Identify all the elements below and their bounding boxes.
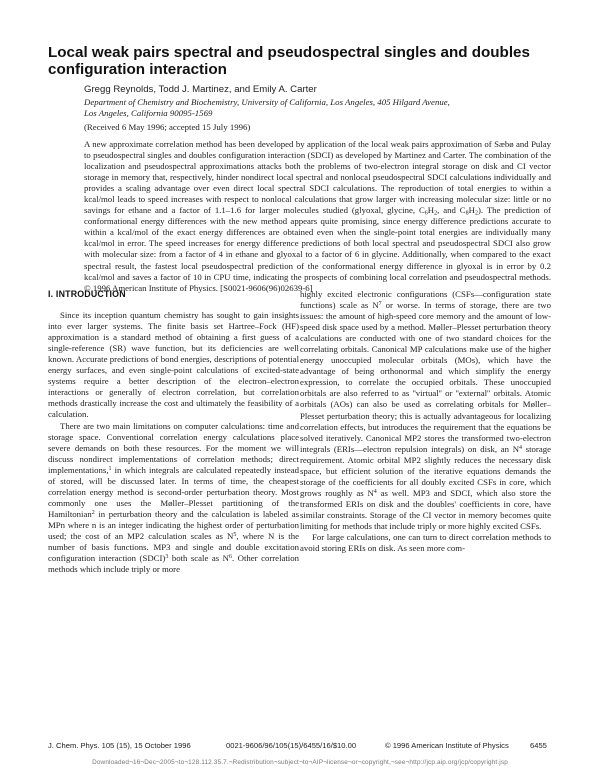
author-affiliation: [84, 97, 544, 119]
exponent-6: 6: [228, 554, 232, 561]
abstract-text-5: ). The prediction of conformational energy differences with the new method appears quite promising, since energy difference predictions accurate to within a kcal/mol of the exact energy differences are obtained even when the single-point total energies are individually many kcal/mol in error. The speed increases for energy difference predictions of both local spectral and pseudospectral SDCI also grow with molecular size: from a factor of 4 in ethane and glyoxal to a factor of 6 in glycine. Additionally, when compared to the exact spectral result, the fastest local pseudospectral prediction of the conformational energy difference in glyoxal is in error by 0.2 kcal/mol and saves a factor of 10 in CPU time, indicating the prospects of combining local correlation and pseudospectral methods. © 1996 American Institute of Physics. [S0021-9606(96)02639-6]: [84, 205, 551, 293]
intro-p2-text-f: . Other correlation methods which include triply or more: [48, 553, 299, 575]
abstract-text-3: , and C: [437, 205, 466, 216]
footer-code: 0021-9606/96/105(15)/6455/16/$10.00: [226, 741, 357, 750]
abstract: [84, 139, 551, 294]
exponent-4b: 4: [373, 488, 377, 495]
footer-page-number: 6455: [530, 741, 547, 750]
footer-journal: J. Chem. Phys. 105 (15), 15 October 1996: [48, 741, 191, 750]
reference-2: 2: [91, 509, 95, 516]
intro-paragraph-4: For large calculations, one can turn to direct correlation methods to avoid storing ERIs on disk. As seen more com-: [300, 532, 551, 554]
exponent-5: 5: [233, 531, 237, 538]
affiliation-line-2: Los Angeles, California 90095-1569: [84, 108, 213, 118]
intro-p2-text-e: both scale as N: [168, 553, 229, 564]
intro-p2-text-c: in perturbation theory and the calculation is labeled as MPn where n is an integer indicating the highest order of perturbation used; the cost of an MP2 calculation scales as N: [48, 508, 299, 541]
abstract-text-2: H: [427, 205, 435, 216]
intro-paragraph-1: Since its inception quantum chemistry has sought to gain insights into ever larger systems. The finite basis set Hartree–Fock (HF) approximation is a standard method of obtaining a first guess of a single-reference (SR) wave function, but its deficiencies are well known. Accurate predictions of bond energies, descriptions of potential energy surfaces, and even single-point calculations of excited-state systems require a better description of the electron–electron interactions or generally of electron correlation, but correlation methods drastically increase the cost and ultimately the feasibility of a calculation.: [48, 310, 299, 420]
intro-p2-text-a: There are two main limitations on computer calculations: time and storage space. Conventional correlation energy calculations place severe demands on both these resources. For the moment we will discuss nondirect implementations of correlation methods; direct implementations,: [48, 420, 299, 475]
abstract-text-4: H: [468, 205, 475, 216]
abstract-text-1: A new approximate correlation method has been developed by application of the local weak pairs approximation of Sæbø and Pulay to pseudospectral singles and doubles configuration interaction (SDCI) as developed by Martinez and Carter. The combination of the localization and pseudospectral approximations attacks both the problems of two-electron integral storage on disk and CI vector storage in memory that, respectively, hinder nondirect local spectral and nonlocal pseudospectral SDCI calculations individually and provides a scaling advantage over even direct local spectral SDCI calculations. The reproduction of total energies to within a kcal/mol leads to speed increases with respect to nonlocal calculations that grow larger with increasing molecular size: little or no savings for ethane and a factor of 1.1–1.6 for larger molecules studied (glyoxal, glycine, C: [84, 139, 551, 216]
intro-p2-text-b: in which integrals are calculated repeatedly instead of stored, will be discussed later. In terms of time, the cheapest correlation energy method is second-order perturbation theory. Most commonly one uses the Møller–Plesset partitioning of the Hamiltonian: [48, 464, 299, 519]
abstract-sub-2: 2: [434, 210, 438, 217]
download-notice: Downloaded¬16¬Dec¬2005¬to¬128.112.35.7.¬Redistribution¬subject¬to¬AIP¬license¬or¬copyright,¬see¬http://jcp.aip.org/jcp/copyright.jsp: [92, 759, 508, 766]
abstract-sub-3: 8: [465, 210, 469, 217]
intro-p3-text-a: highly excited electronic configurations (CSFs—configuration state functions) scale as N: [300, 289, 551, 311]
exponent-7: 7: [378, 301, 382, 308]
left-column: [48, 289, 299, 575]
intro-paragraph-2: [48, 421, 299, 576]
intro-p3-text-c: storage requirement. Atomic orbital MP2 slightly reduces the necessary disk space, but efficient solution of the iterative equations demands the storage of the coefficients for all doubly excited CSFs in core, which grows roughly as N: [300, 443, 551, 498]
reference-1: 1: [108, 465, 112, 472]
intro-paragraph-3: [300, 289, 551, 532]
abstract-sub-4: 2: [474, 210, 478, 217]
article-authors: Gregg Reynolds, Todd J. Martinez, and Emily A. Carter: [84, 84, 317, 95]
intro-p2-text-d: , where N is the number of basis functions. MP3 and single and double excitation configuration interaction (SDCI): [48, 530, 299, 564]
exponent-4a: 4: [519, 444, 523, 451]
section-heading: I. INTRODUCTION: [48, 289, 126, 299]
intro-p3-text-d: as well. MP3 and SDCI, which also store the transformed ERIs on disk and the doubles' coefficients in core, have similar constraints. Storage of the CI vector in memory becomes quite limiting for methods that include triply or more highly excited CSFs.: [300, 487, 552, 531]
article-title: Local weak pairs spectral and pseudospectral singles and doubles configuration interaction: [48, 44, 530, 78]
intro-p3-text-b: or worse. In terms of storage, there are two issues: the amount of high-speed core memory and the amount of low-speed disk space used by a method. Møller–Plesset perturbation theory calculations are conducted with one of two standard choices for the correlating orbitals. Canonical MP calculations make use of the higher energy unoccupied molecular orbitals (MOs), which have the advantage of being orthonormal and which simplify the energy expression, to correlate the occupied orbitals. These unoccupied orbitals are also referred to as ''virtual'' or ''external'' orbitals. Atomic orbitals (AOs) can also be used as correlating orbitals for Møller–Plesset perturbation theory; this is actually advantageous for localizing correlation effects, but introduces the requirement that the equations be solved iteratively. Canonical MP2 stores the transformed two-electron integrals (ERIs—electron repulsion integrals) on disk, an N: [300, 300, 552, 454]
footer-copyright: © 1996 American Institute of Physics: [385, 741, 509, 750]
received-dates: (Received 6 May 1996; accepted 15 July 1996): [84, 122, 251, 132]
right-column: [300, 289, 551, 554]
abstract-sub-1: 6: [424, 210, 428, 217]
affiliation-line-1: Department of Chemistry and Biochemistry, University of California, Los Angeles, 405 Hilgard Avenue,: [84, 97, 450, 107]
reference-3: 3: [165, 554, 169, 561]
